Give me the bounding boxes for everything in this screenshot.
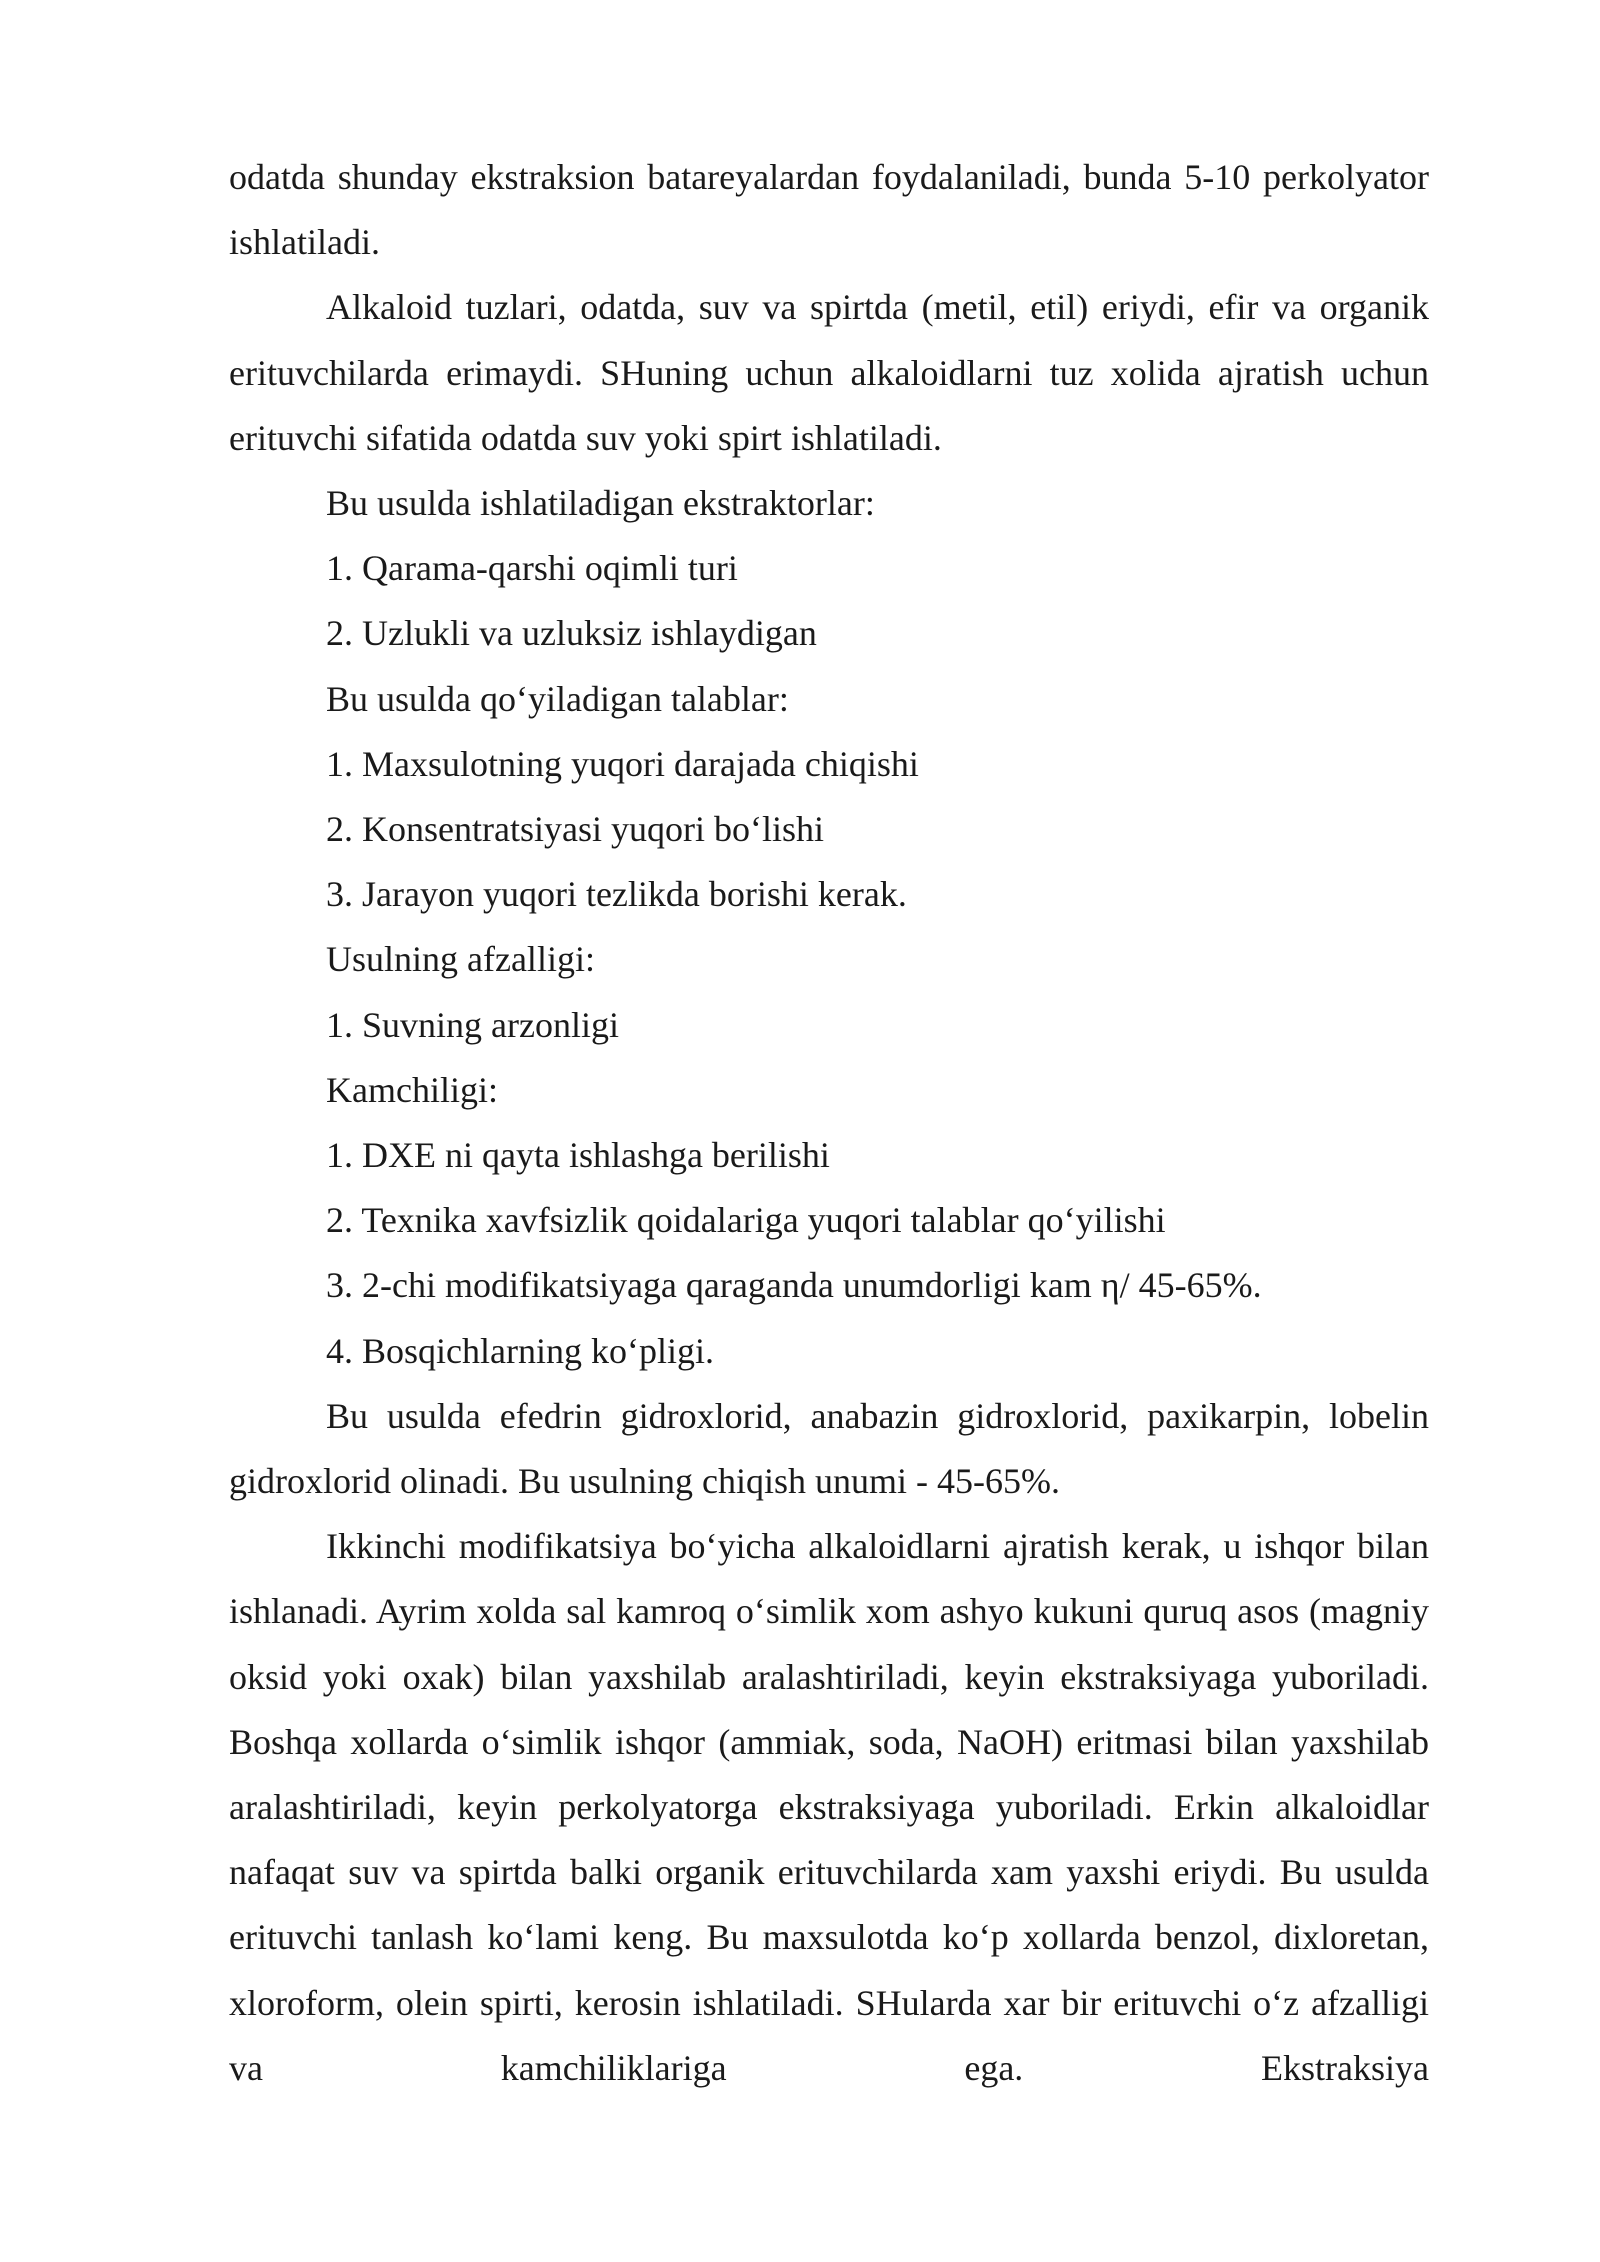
line-advantage-1: 1. Suvning arzonligi	[326, 1004, 619, 1045]
paragraph-second-modification: Ikkinchi modifikatsiya bo‘yicha alkaloidlarni ajratish kerak, u ishqor bilan ishlanadi. Ayrim xolda sal kamroq o‘simlik xom ashyo kukuni quruq asos (magniy oksid yoki oxak) bilan yaxshilab aralashtiriladi, keyin ekstraksiyaga yuboriladi. Boshqa xollarda o‘simlik ishqor (ammiak, soda, NaOH) eritmasi bilan yaxshilab aralashtiriladi, keyin perkolyatorga ekstraksiyaga yuboriladi. Erkin alkaloidlar nafaqat suv va spirtda balki organik erituvchilarda xam yaxshi eriydi. Bu usulda erituvchi tanlash ko‘lami keng. Bu maxsulotda ko‘p xollarda benzol, dixloretan, xloroform, olein spirti, kerosin ishlatiladi. SHularda xar bir erituvchi o‘z afzalligi va kamchiliklariga ega. Ekstraksiya	[229, 1526, 1429, 2088]
paragraph-continuation: odatda shunday ekstraksion batareyalardan foydalaniladi, bunda 5-10 perkolyator ishlatiladi.	[229, 157, 1429, 263]
line-disadvantage-3: 3. 2-chi modifikatsiyaga qaraganda unumdorligi kam η/ 45-65%.	[326, 1265, 1262, 1306]
line-requirements-heading: Bu usulda qo‘yiladigan talablar:	[326, 678, 789, 719]
paragraph-products: Bu usulda efedrin gidroxlorid, anabazin gidroxlorid, paxikarpin, lobelin gidroxlorid olinadi. Bu usulning chiqish unumi - 45-65%.	[229, 1395, 1429, 1502]
line-requirement-2: 2. Konsentratsiyasi yuqori bo‘lishi	[326, 809, 824, 850]
line-disadvantage-4: 4. Bosqichlarning ko‘pligi.	[326, 1330, 714, 1371]
line-extractors-heading: Bu usulda ishlatiladigan ekstraktorlar:	[326, 483, 875, 524]
line-disadvantage-1: 1. DXE ni qayta ishlashga berilishi	[326, 1135, 830, 1176]
line-requirement-1: 1. Maxsulotning yuqori darajada chiqishi	[326, 743, 919, 784]
line-disadvantage-2: 2. Texnika xavfsizlik qoidalariga yuqori talablar qo‘yilishi	[326, 1200, 1166, 1241]
line-extractor-1: 1. Qarama-qarshi oqimli turi	[326, 548, 738, 589]
line-disadvantages-heading: Kamchiligi:	[326, 1069, 498, 1110]
line-extractor-2: 2. Uzlukli va uzluksiz ishlaydigan	[326, 613, 817, 654]
document-page	[229, 145, 1429, 2101]
paragraph-alkaloid-salts: Alkaloid tuzlari, odatda, suv va spirtda (metil, etil) eriydi, efir va organik erituvchilarda erimaydi. SHuning uchun alkaloidlarni tuz xolida ajratish uchun erituvchi sifatida odatda suv yoki spirt ishlatiladi.	[229, 287, 1429, 458]
line-advantages-heading: Usulning afzalligi:	[326, 939, 595, 980]
line-requirement-3: 3. Jarayon yuqori tezlikda borishi kerak.	[326, 874, 907, 915]
